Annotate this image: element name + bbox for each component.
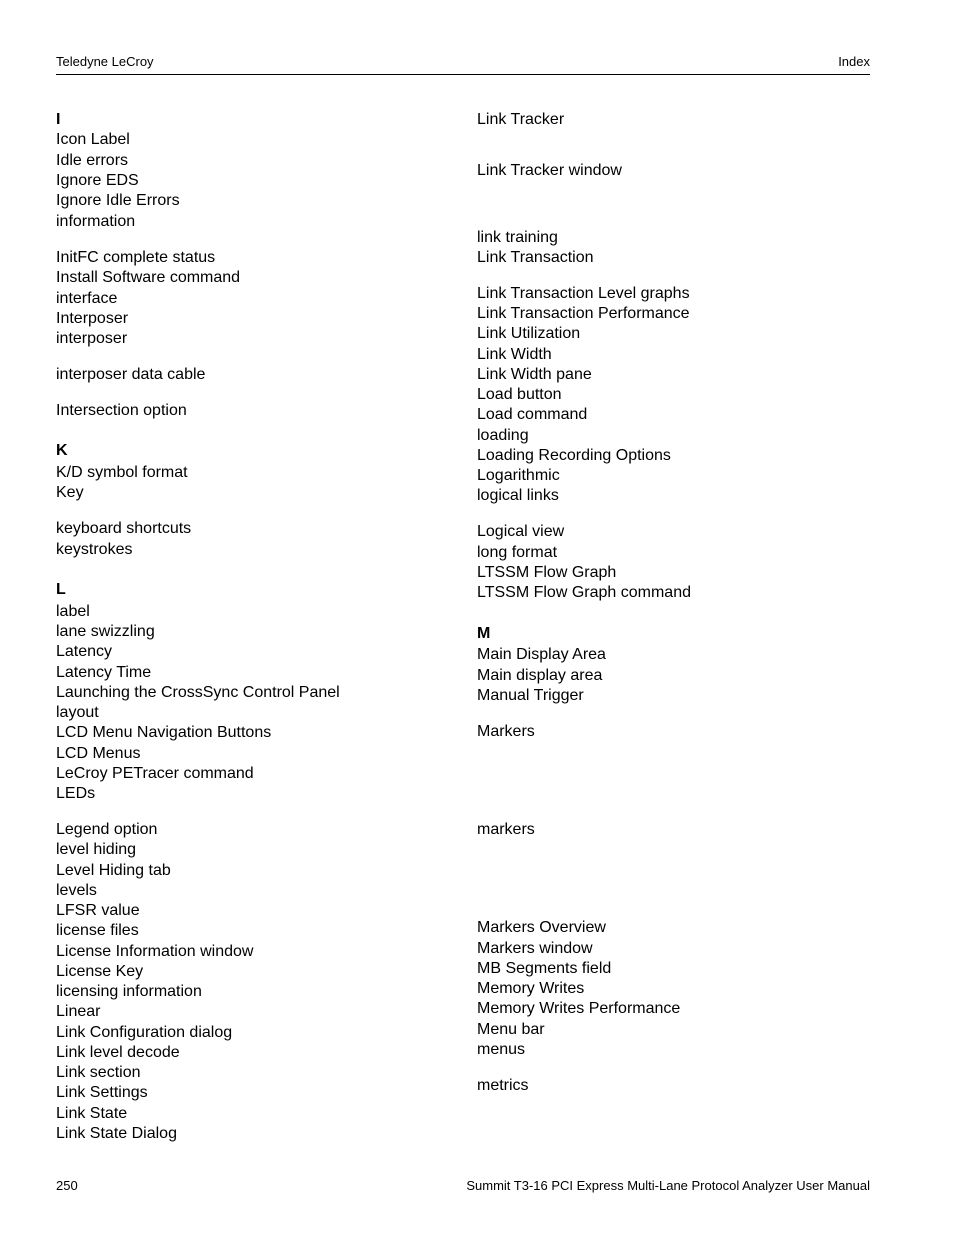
index-entry: LTSSM Flow Graph	[477, 564, 617, 581]
index-entry: Main display area	[477, 667, 603, 684]
index-entry: Link Width	[477, 346, 552, 363]
index-entry: link training	[477, 229, 558, 246]
index-entry: Link Transaction	[477, 249, 594, 266]
index-entry: metrics	[477, 1077, 529, 1094]
index-entry: Load button	[477, 386, 562, 403]
index-entry: menus	[477, 1041, 526, 1058]
index-entry: Ignore EDS	[56, 172, 139, 189]
index-entry: License Information window	[56, 943, 254, 960]
index-entry: Link State	[56, 1105, 128, 1122]
index-entry: Link State Dialog	[56, 1125, 177, 1142]
index-entry: Loading Recording Options	[477, 447, 671, 464]
index-entry: Link Configuration dialog	[56, 1024, 233, 1041]
index-entry: markers	[477, 821, 535, 838]
index-entry: interposer	[56, 330, 128, 347]
index-entry: Link level decode	[56, 1044, 180, 1061]
index-entry: information	[56, 213, 136, 230]
index-entry: Menu bar	[477, 1021, 545, 1038]
index-entry: Markers	[477, 723, 535, 740]
index-entry: Link Transaction Level graphs	[477, 285, 690, 302]
index-entry: lane swizzling	[56, 623, 155, 640]
index-entry: Level Hiding tab	[56, 862, 171, 879]
index-entry: Link Width pane	[477, 366, 592, 383]
index-letter-heading: K	[56, 442, 68, 459]
index-entry: Link Settings	[56, 1084, 148, 1101]
index-letter-heading: M	[477, 625, 491, 642]
index-entry: Memory Writes	[477, 980, 585, 997]
index-entry: interposer data cable	[56, 366, 206, 383]
index-entry: Intersection option	[56, 402, 187, 419]
index-entry: Markers Overview	[477, 919, 606, 936]
index-letter-heading: I	[56, 111, 61, 128]
index-entry: LFSR value	[56, 902, 140, 919]
index-entry: keyboard shortcuts	[56, 520, 192, 537]
index-entry: label	[56, 603, 90, 620]
index-entry: Install Software command	[56, 269, 241, 286]
index-entry: Linear	[56, 1003, 101, 1020]
header-left: Teledyne LeCroy	[56, 54, 154, 69]
index-entry: MB Segments field	[477, 960, 612, 977]
index-entry: Latency	[56, 643, 113, 660]
index-entry: licensing information	[56, 983, 202, 1000]
index-entry: layout	[56, 704, 99, 721]
index-entry: Load command	[477, 406, 588, 423]
index-entry: LTSSM Flow Graph command	[477, 584, 691, 601]
index-entry: Launching the CrossSync Control Panel	[56, 684, 340, 701]
header-divider	[56, 74, 870, 75]
index-entry: Latency Time	[56, 664, 152, 681]
index-entry: Link Transaction Performance	[477, 305, 690, 322]
index-entry: Link Tracker	[477, 111, 565, 128]
index-entry: LeCroy PETracer command	[56, 765, 254, 782]
index-entry: license files	[56, 922, 139, 939]
index-entry: Memory Writes Performance	[477, 1000, 681, 1017]
index-entry: LEDs	[56, 785, 96, 802]
index-entry: levels	[56, 882, 97, 899]
index-entry: Markers window	[477, 940, 593, 957]
manual-title: Summit T3-16 PCI Express Multi-Lane Protocol Analyzer User Manual	[466, 1178, 870, 1193]
index-entry: Idle errors	[56, 152, 129, 169]
index-entry: InitFC complete status	[56, 249, 216, 266]
index-entry: Manual Trigger	[477, 687, 584, 704]
index-entry: License Key	[56, 963, 144, 980]
index-entry: Main Display Area	[477, 646, 606, 663]
index-entry: keystrokes	[56, 541, 133, 558]
index-entry: level hiding	[56, 841, 137, 858]
index-entry: Link section	[56, 1064, 141, 1081]
index-entry: Logarithmic	[477, 467, 560, 484]
index-entry: Link Tracker window	[477, 162, 622, 179]
index-entry: interface	[56, 290, 118, 307]
index-entry: Link Utilization	[477, 325, 581, 342]
index-entry: long format	[477, 544, 558, 561]
index-entry: Icon Label	[56, 131, 130, 148]
index-entry: Ignore Idle Errors	[56, 192, 180, 209]
index-entry: Key	[56, 484, 84, 501]
index-entry: loading	[477, 427, 529, 444]
index-entry: LCD Menus	[56, 745, 141, 762]
index-entry: K/D symbol format	[56, 464, 188, 481]
index-entry: Logical view	[477, 523, 565, 540]
index-entry: logical links	[477, 487, 559, 504]
header-right: Index	[838, 54, 870, 69]
index-entry: LCD Menu Navigation Buttons	[56, 724, 272, 741]
page-number: 250	[56, 1178, 78, 1193]
index-letter-heading: L	[56, 581, 66, 598]
index-entry: Interposer	[56, 310, 129, 327]
index-entry: Legend option	[56, 821, 158, 838]
